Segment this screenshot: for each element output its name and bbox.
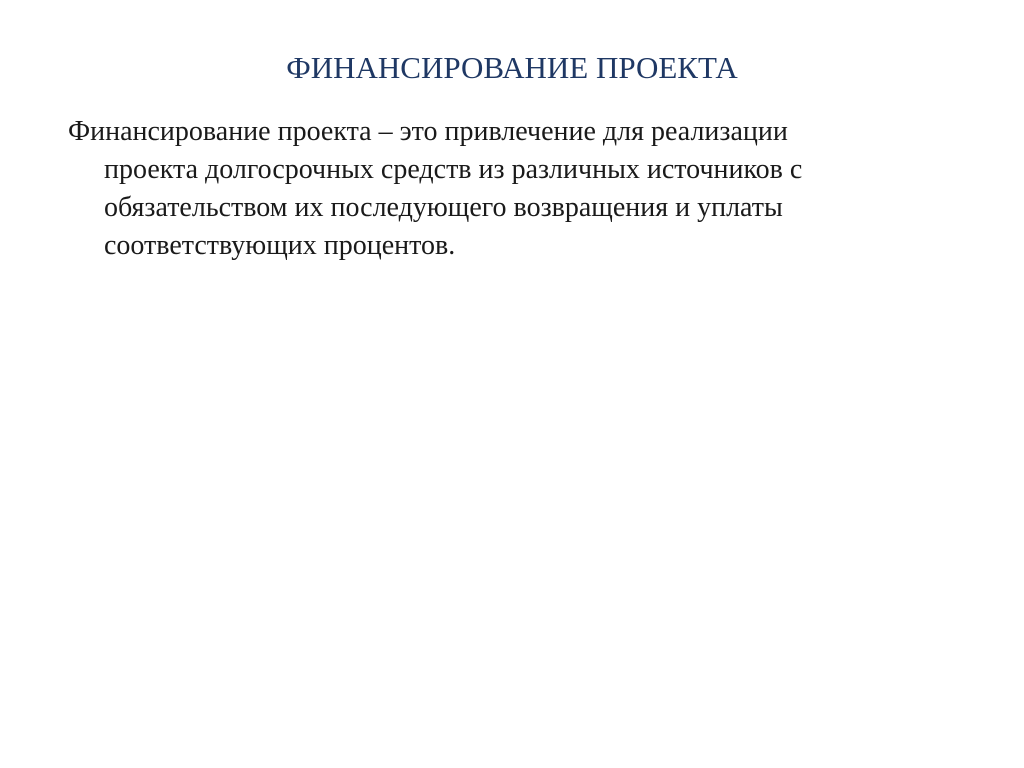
paragraph-line-2: проекта долгосрочных средств из различных источников с — [104, 154, 803, 185]
paragraph-line-1: Финансирование проекта – это привлечение для реализации — [68, 116, 788, 147]
paragraph-line-4: соответствующих процентов. — [104, 230, 456, 261]
slide-title: ФИНАНСИРОВАНИЕ ПРОЕКТА — [286, 50, 738, 85]
paragraph-line-3: обязательством их последующего возвращения и уплаты — [104, 192, 783, 223]
definition-paragraph — [68, 113, 948, 265]
